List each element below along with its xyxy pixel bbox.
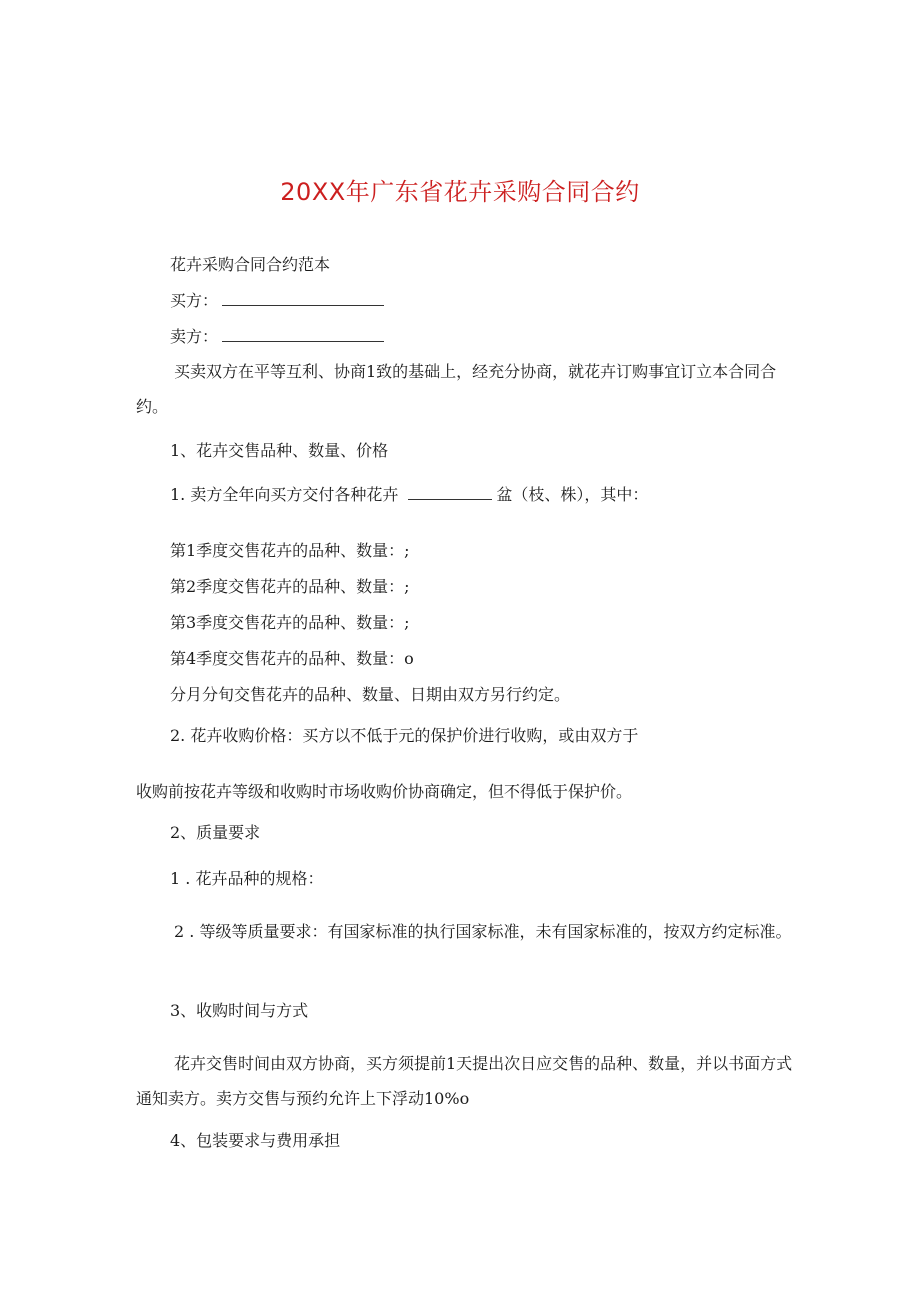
item-2-1: 1 . 花卉品种的规格： <box>170 869 324 888</box>
seller-blank <box>222 327 384 342</box>
seller-line <box>170 326 384 348</box>
section-3-body: 花卉交售时间由双方协商，买方须提前1天提出次日应交售的品种、数量，并以书面方式通知卖方。卖方交售与预约允许上下浮动10%o <box>136 1054 793 1108</box>
section-4-heading: 4、包装要求与费用承担 <box>170 1131 341 1150</box>
item-2-2: 2 . 等级等质量要求：有国家标准的执行国家标准，未有国家标准的，按双方约定标准。 <box>174 922 792 941</box>
section-3-heading: 3、收购时间与方式 <box>170 1001 309 1020</box>
section-1-heading: 1、花卉交售品种、数量、价格 <box>170 441 389 460</box>
section-2-heading: 2、质量要求 <box>170 823 261 842</box>
monthly-note: 分月分旬交售花卉的品种、数量、日期由双方另行约定。 <box>170 685 571 704</box>
item-1-1-text-a: 1. 卖方全年向买方交付各种花卉 <box>170 485 399 504</box>
quantity-blank <box>408 485 492 500</box>
item-1-2-continued: 收购前按花卉等级和收购时市场收购价协商确定，但不得低于保护价。 <box>136 782 633 801</box>
buyer-blank <box>222 291 384 306</box>
buyer-line <box>170 290 384 312</box>
quarter-1: 第1季度交售花卉的品种、数量：; <box>170 541 410 560</box>
seller-label: 卖方： <box>170 327 219 346</box>
quarter-3: 第3季度交售花卉的品种、数量：; <box>170 613 410 632</box>
quarter-2: 第2季度交售花卉的品种、数量：; <box>170 577 410 596</box>
item-1-1 <box>170 484 648 506</box>
item-1-2: 2. 花卉收购价格：买方以不低于元的保护价进行收购，或由双方于 <box>170 726 639 745</box>
item-1-1-text-b: 盆（枝、株），其中： <box>496 485 649 504</box>
quarter-4: 第4季度交售花卉的品种、数量：o <box>170 649 414 668</box>
intro-paragraph: 买卖双方在平等互利、协商1致的基础上，经充分协商，就花卉订购事宜订立本合同合约。 <box>136 362 777 416</box>
subtitle: 花卉采购合同合约范本 <box>170 255 331 274</box>
buyer-label: 买方： <box>170 291 219 310</box>
document-title: 20XX年广东省花卉采购合同合约 <box>280 178 640 206</box>
